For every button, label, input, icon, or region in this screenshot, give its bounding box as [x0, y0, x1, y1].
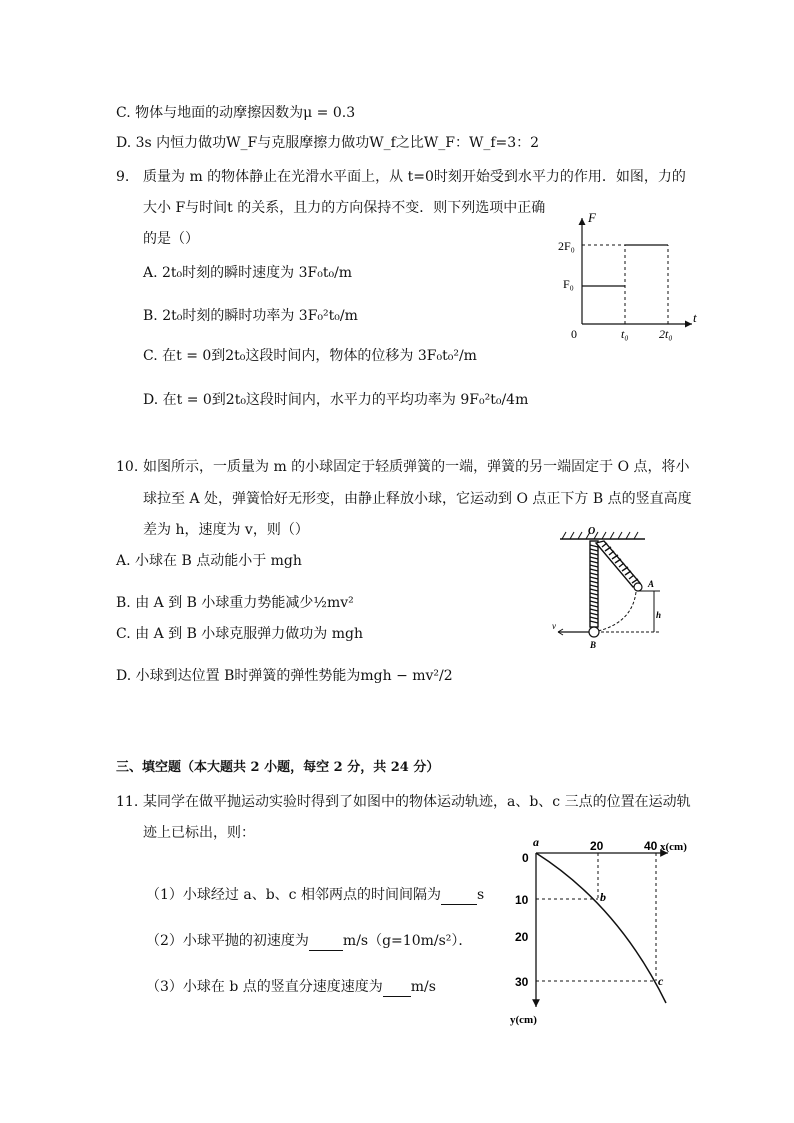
- q10-label-b: B: [590, 640, 597, 650]
- q9-stem-line2: 大小 F与时间t 的关系，且力的方向保持不变．则下列选项中正确: [143, 200, 546, 216]
- q10-stem-line1: 如图所示，一质量为 m 的小球固定于轻质弹簧的一端，弹簧的另一端固定于 O 点，将小: [143, 459, 690, 475]
- q9-option-d: D. 在t = 0到2t₀这段时间内，水平力的平均功率为 9F₀²t₀/4m: [143, 392, 529, 408]
- q9-force-time-graph: [555, 210, 705, 345]
- q10-stem-line3: 差为 h，速度为 v，则（）: [143, 522, 309, 538]
- q9-x-axis-label: t: [693, 310, 697, 325]
- section3-title: 三、填空题: [116, 760, 182, 775]
- q8-option-d-text: D. 3s 内恒力做功W_F与克服摩擦力做功W_f之比W_F：W_f=3：2: [116, 135, 540, 151]
- q9-stem-line1: 质量为 m 的物体静止在光滑水平面上，从 t=0时刻开始受到水平力的作用．如图，力的: [143, 169, 686, 185]
- q9-tick-0: 0: [571, 327, 577, 341]
- q9-tick-t0: t₀: [621, 327, 629, 341]
- q10-stem-line2: 球拉至 A 处，弹簧恰好无形变，由静止释放小球，它运动到 O 点正下方 B 点的竖直高度: [143, 491, 692, 507]
- q11-point-a-label: a: [533, 835, 539, 849]
- q10-label-a: A: [648, 579, 655, 589]
- q11-y-tick-30: 30: [515, 975, 529, 989]
- q10-label-o: O: [588, 526, 596, 537]
- q11-part3: [146, 977, 436, 997]
- q11-blank-1[interactable]: [441, 890, 477, 905]
- q11-x-axis-label: x(cm): [660, 841, 687, 853]
- q11-part2-text: （2）小球平抛的初速度为: [146, 933, 309, 949]
- q11-trajectory-graph: [508, 835, 698, 1030]
- q10-spring-figure: [550, 528, 680, 656]
- q10-number: 10.: [116, 459, 139, 475]
- q11-y-tick-20: 20: [515, 930, 529, 944]
- q10-vertical-spring: [590, 541, 598, 627]
- q11-part3-text: （3）小球在 b 点的竖直分速度速度为: [146, 979, 383, 995]
- q9-option-c: C. 在t = 0到2t₀这段时间内，物体的位移为 3F₀t₀²/m: [143, 348, 477, 364]
- q11-point-c-label: c: [658, 974, 664, 988]
- q10-option-b: B. 由 A 到 B 小球重力势能减少½mv²: [116, 595, 354, 611]
- q11-part1-unit: s: [476, 887, 485, 903]
- q10-slant-spring: [596, 541, 640, 587]
- q9-y-axis-label: F: [588, 210, 596, 225]
- q10-label-v: v: [552, 621, 556, 631]
- q9-tick-2t0: 2t₀: [659, 327, 673, 341]
- section3-note: （本大题共 2 小题，每空 2 分，共 24 分）: [181, 760, 440, 775]
- q11-y-tick-10: 10: [515, 893, 529, 907]
- q11-y-tick-0: 0: [522, 851, 529, 865]
- q9-option-b: B. 2t₀时刻的瞬时功率为 3F₀²t₀/m: [143, 308, 358, 324]
- q9-stem-line3: 的是（）: [143, 231, 199, 247]
- q10-label-h: h: [656, 610, 662, 620]
- q11-part2-unit: m/s（g=10m/s²）．: [342, 933, 473, 949]
- q8-option-c-text: C. 物体与地面的动摩擦因数为μ = 0.3: [116, 105, 356, 121]
- q11-number: 11.: [116, 794, 139, 810]
- q11-stem-line2: 迹上已标出，则：: [143, 825, 255, 841]
- q11-part2: [146, 931, 472, 951]
- q9-tick-f0: F₀: [563, 277, 574, 291]
- q10-option-c: C. 由 A 到 B 小球克服弹力做功为 mgh: [116, 626, 364, 642]
- q11-part1: [146, 885, 484, 905]
- q8-option-c: [116, 103, 355, 123]
- q10-option-a: A. 小球在 B 点动能小于 mgh: [116, 553, 302, 569]
- q11-part3-unit: m/s: [410, 979, 436, 995]
- q10-ball-b: [589, 627, 599, 637]
- q11-x-tick-40: 40: [644, 839, 658, 853]
- q10-option-d: D. 小球到达位置 B时弹簧的弹性势能为mgh − mv²/2: [116, 668, 453, 684]
- q11-blank-3[interactable]: [383, 982, 411, 997]
- q11-blank-2[interactable]: [309, 936, 343, 951]
- section3-heading: [116, 758, 439, 778]
- q11-part1-text: （1）小球经过 a、b、c 相邻两点的时间间隔为: [146, 887, 441, 903]
- q9-option-a: A. 2t₀时刻的瞬时速度为 3F₀t₀/m: [143, 265, 353, 281]
- q10-ball-a: [634, 583, 642, 591]
- q11-x-tick-20: 20: [590, 839, 604, 853]
- q11-point-b-label: b: [600, 890, 606, 904]
- q11-stem-line1: 某同学在做平抛运动实验时得到了如图中的物体运动轨迹，a、b、c 三点的位置在运动轨: [143, 794, 691, 810]
- q9-number: 9.: [116, 169, 130, 185]
- q8-option-d: [116, 133, 539, 153]
- q9-tick-2f0: 2F₀: [558, 239, 575, 253]
- q11-y-axis-label: y(cm): [510, 1014, 537, 1026]
